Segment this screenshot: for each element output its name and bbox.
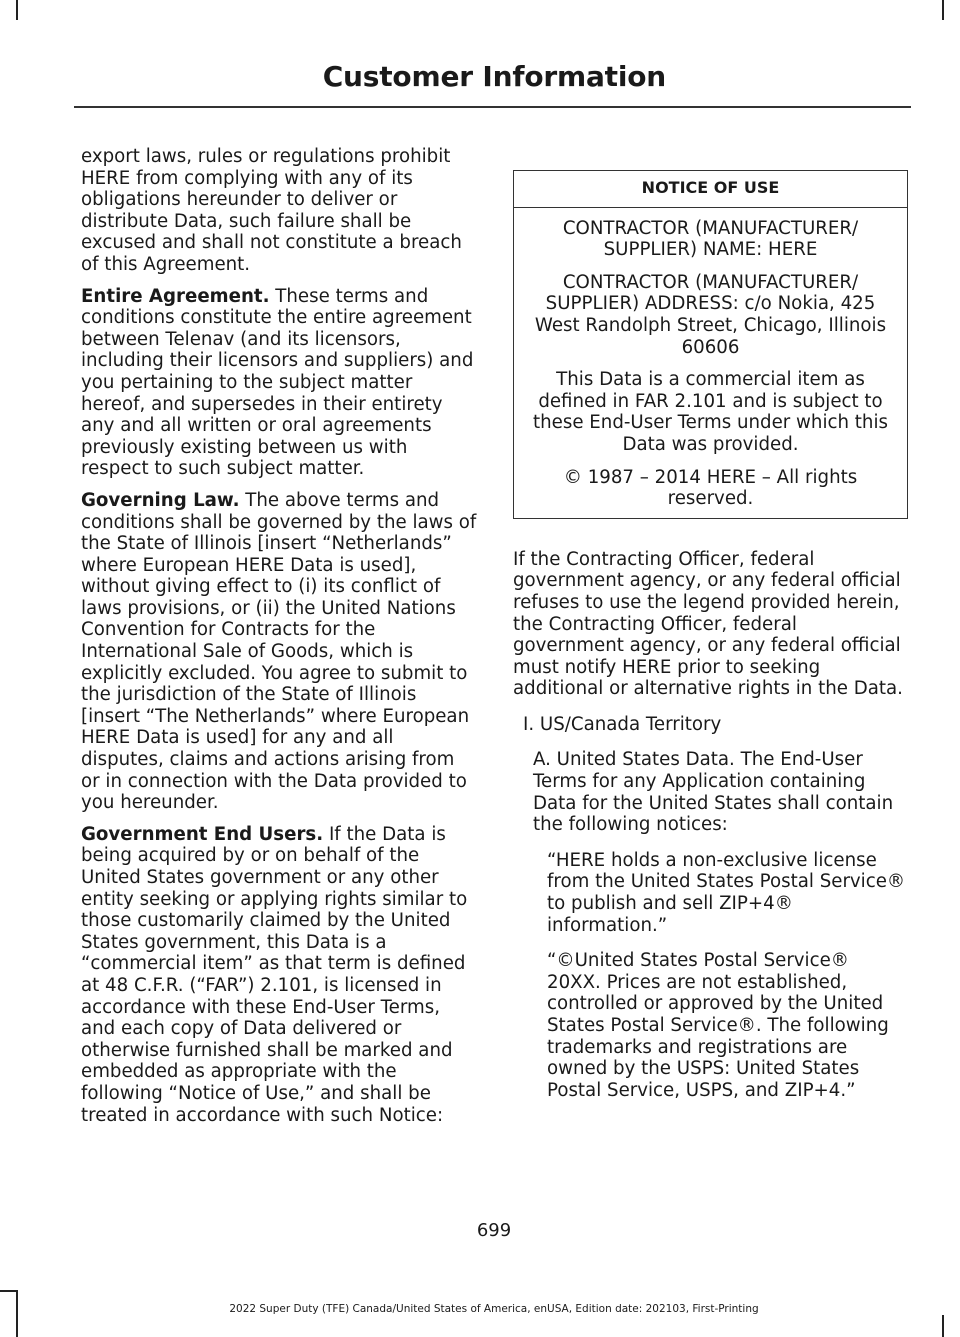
notice-commercial-item: This Data is a commercial item as defined in FAR 2.101 and is subject to these End-User Terms under which this Data was provided. (533, 369, 888, 455)
crop-mark (942, 1315, 944, 1337)
lead-entire-agreement: Entire Agreement. (81, 285, 270, 307)
right-column (513, 146, 908, 1111)
header-divider (74, 106, 911, 108)
page-number: 699 (476, 1220, 512, 1241)
notice-heading: NOTICE OF USE (514, 171, 907, 208)
crop-mark (16, 0, 18, 20)
notice-of-use-box (513, 170, 908, 519)
notice-quote-usps: “©United States Postal Service® 20XX. Prices are not established, controlled or approved by the United States Postal Service®. The following trademarks and registrations are owned by the USPS: United States Postal Service, USPS, and ZIP+4.” (547, 950, 889, 1101)
paragraph-government-end-users (81, 824, 477, 1126)
lead-government-end-users: Government End Users. (81, 823, 324, 845)
notice-contractor-name: CONTRACTOR (MANUFACTURER/ SUPPLIER) NAME: HERE (562, 217, 859, 261)
text-governing-law: The above terms and conditions shall be governed by the laws of the State of Illinois [insert “Netherlands” where European HERE Data is used], without giving effect to (i) its conflict of laws provisions, or (ii) the United Nations Convention for Contracts for the International Sale of Goods, which is explicitly excluded. You agree to submit to the jurisdiction of the State of Illinois [insert “The Netherlands” where European HERE Data is used] for any and all disputes, claims and actions arising from or in connection with the Data provided to you hereunder. (81, 489, 477, 814)
text-government-end-users: If the Data is being acquired by or on behalf of the United States government or any other entity seeking or applying rights similar to those customarily claimed by the United States government, this Data is a “commercial item” as that term is defined at 48 C.F.R. (“FAR”) 2.101, is licensed in accordance with these End-User Terms, and each copy of Data delivered or otherwise furnished shall be marked and embedded as appropriate with the following “Notice of Use,” and shall be treated in accordance with such Notice: (81, 823, 468, 1126)
paragraph-governing-law (81, 490, 477, 814)
paragraph-entire-agreement (81, 286, 477, 480)
notice-contractor-address: CONTRACTOR (MANUFACTURER/ SUPPLIER) ADDRESS: c/o Nokia, 425 West Randolph Street, Chicago, Illinois 60606 (534, 271, 887, 358)
crop-mark (942, 0, 944, 20)
paragraph-export-laws: export laws, rules or regulations prohibit HERE from complying with any of its obligations hereunder to deliver or distribute Data, such failure shall be excused and shall not constitute a breach of this Agreement. (81, 146, 462, 275)
lead-governing-law: Governing Law. (81, 489, 240, 511)
notice-quote-zip4: “HERE holds a non-exclusive license from the United States Postal Service® to publish and sell ZIP+4® information.” (547, 849, 906, 936)
page-title: Customer Information (322, 60, 666, 93)
left-column (81, 146, 477, 1136)
notice-body (514, 208, 907, 518)
text-entire-agreement: These terms and conditions constitute the entire agreement between Telenav (and its licensors, including their licensors and suppliers) and you pertaining to the subject matter hereof, and supersedes in their entirety any and all written or oral agreements previously existing between us with respect to such subject matter. (81, 285, 474, 480)
list-item-united-states-data: A. United States Data. The End-User Terms for any Application containing Data for the United States shall contain the following notices: (533, 749, 894, 836)
crop-mark (0, 1290, 18, 1292)
page-footer: 2022 Super Duty (TFE) Canada/United States of America, enUSA, Edition date: 202103, First-Printing (229, 1303, 759, 1315)
paragraph-contracting-officer: If the Contracting Officer, federal government agency, or any federal official refuses to use the legend provided herein, the Contracting Officer, federal government agency, or any federal official must notify HERE prior to seeking additional or alternative rights in the Data. (513, 548, 903, 700)
list-item-us-canada: I. US/Canada Territory (523, 713, 722, 735)
notice-copyright: © 1987 – 2014 HERE – All rights reserved. (563, 466, 858, 510)
